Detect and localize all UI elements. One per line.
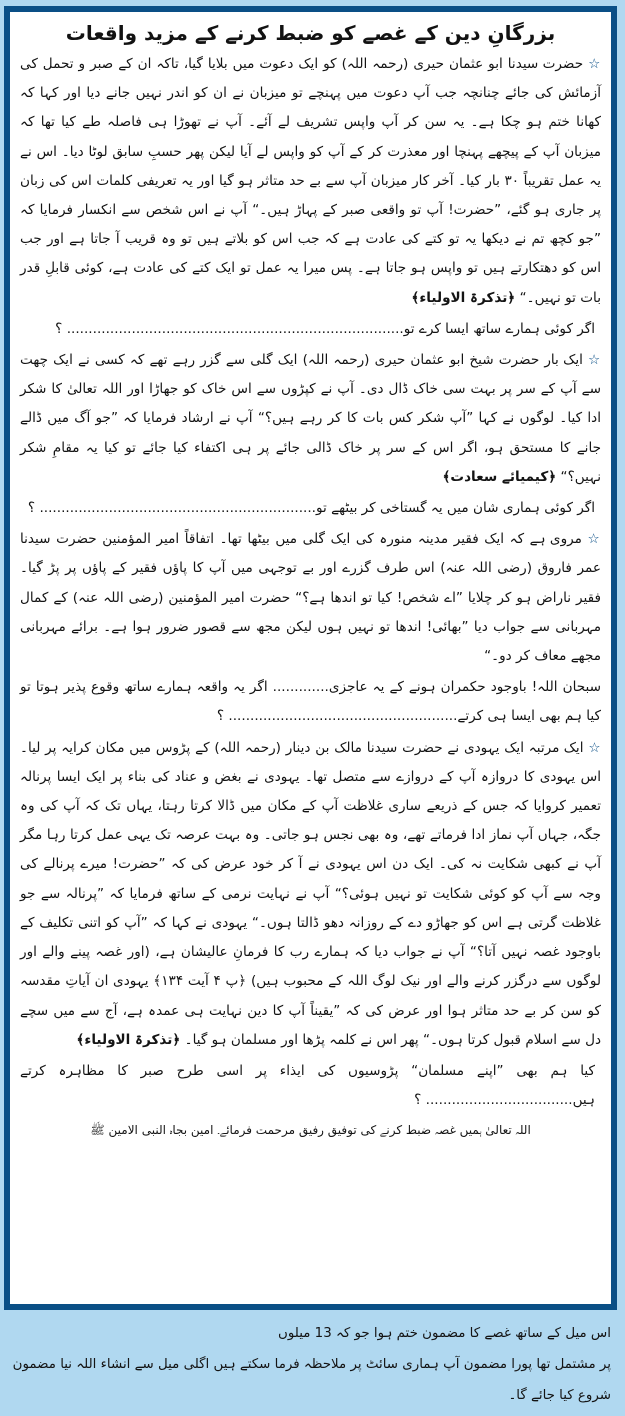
star-icon: ☆ bbox=[588, 352, 601, 369]
story-1-source: ﴿تذکرۃ الاولیاء﴾ bbox=[411, 289, 516, 306]
story-2-text: ایک بار حضرت شیخ ابو عثمان حیری (رحمہ اللہ) ایک گلی سے گزر رہے تھے کہ کسی نے ایک چھت سے آپ کے سر پر بہت سی خاک ڈال دی۔ آپ نے کپڑوں سے اس خاک کو جھاڑا اور اللہ تعالیٰ کا شکر ادا کیا۔ لوگوں نے کہا ”آپ شکر کس بات کا کر رہے ہیں؟“ آپ نے ارشاد فرمایا کہ ”جو آگ میں ڈالے جانے کا مستحق ہو، اگر اس کے سر پر خاک ڈالی جائے پر ہی اکتفاء کیا جائے تو کیا یہ مقامِ شکر نہیں؟“ bbox=[20, 352, 601, 485]
story-2 bbox=[20, 346, 601, 492]
footer-line-1: اس میل کے ساتھ غصے کا مضمون ختم ہوا جو کہ 13 میلوں bbox=[278, 1326, 611, 1341]
story-3-text: مروی ہے کہ ایک فقیر مدینہ منورہ کی ایک گلی میں بیٹھا تھا۔ اتفاقاً امیر المؤمنین حضرت سیدنا عمر فاروق (رضی اللہ عنہ) اس طرف گزرے اور بے توجہی میں آپ کا پاؤں فقیر کے پاؤں پر پڑ گیا۔ فقیر ناراض ہو کر چلایا ”اے شخص! کیا تو اندھا ہے؟“ حضرت امیر المؤمنین (رضی اللہ عنہ) کے کمال مہربانی سے جواب دیا ”بھائی! اندھا تو نہیں ہوں لیکن مجھ سے قصور ضرور ہوا ہے۔ برائے مہربانی مجھے معاف کر دو۔“ bbox=[20, 531, 601, 665]
story-4-question: کیا ہم بھی ”اپنے مسلمان“ پڑوسیوں کی ایذاء پر اسی طرح صبر کا مظاہرہ کرتے ہیں.................................. ؟ bbox=[20, 1062, 595, 1109]
story-4-source: ﴿تذکرۃ الاولیاء﴾ bbox=[76, 1031, 181, 1048]
story-4 bbox=[20, 734, 601, 1055]
footer-line-2: پر مشتمل تھا پورا مضمون آپ ہماری سائٹ پر ملاحظہ فرما سکتے ہیں اگلی میل سے انشاء اللہ نیا مضمون شروع کیا جائے گا۔ bbox=[12, 1357, 611, 1403]
star-icon: ☆ bbox=[588, 56, 602, 72]
star-icon: ☆ bbox=[587, 531, 602, 548]
article-title: بزرگانِ دین کے غصے کو ضبط کرنے کے مزید واقعات bbox=[65, 21, 556, 45]
story-3 bbox=[20, 525, 601, 671]
story-2-question: اگر کوئی ہماری شان میں یہ گستاخی کر بیٹھے تو................................................................ ؟ bbox=[27, 500, 595, 517]
article-body bbox=[20, 50, 601, 1143]
article-panel bbox=[4, 6, 617, 1310]
closing-prayer: اللہ تعالیٰ ہمیں غصہ ضبط کرنے کی توفیق رفیق مرحمت فرمائے۔ امین بجاہ النبی الامین ﷺ bbox=[90, 1123, 531, 1138]
story-3-reflection: سبحان اللہ! باوجود حکمران ہونے کے یہ عاجزی............. اگر یہ واقعہ ہمارے ساتھ وقوع پذیر ہوتا تو کیا ہم بھی ایسا ہی کرتے..................................................... ؟ bbox=[20, 679, 601, 725]
story-4-text: ایک مرتبہ ایک یہودی نے حضرت سیدنا مالک بن دینار (رحمہ اللہ) کے پڑوس میں مکان کرایہ پر لیا۔ اس یہودی کا دروازہ آپ کے دروازے سے متصل تھا۔ یہودی نے بغض و عناد کی بناء پر ایک ایسا پرنالہ تعمیر کروایا کہ جس کے ذریعے ساری غلاظت آپ کے مکان میں ڈالا کرتا رہتا، یہاں تک کہ آپ کی وہ جگہ، جہاں آپ نماز ادا فرماتے تھے، وہ بھی نجس ہو جاتی۔ وہ بہت عرصہ تک یہی عمل کرتا رہا مگر آپ نے کبھی شکایت نہ کی۔ ایک دن اس یہودی نے آ کر خود عرض کی کہ ”حضرت! میرے پرنالے کی وجہ سے آپ کو کوئی شکایت تو نہیں ہوئی؟“ آپ نے نہایت نرمی کے ساتھ فرمایا کہ ”پرنالہ سے جو غلاظت گرتی ہے اس کو جھاڑو دے کے روزانہ دھو ڈالتا ہوں۔“ یہودی نے کہا کہ ”آپ کو اتنی تکلیف کے باوجود غصہ نہیں آتا؟“ آپ نے جواب دیا کہ ہمارے رب کا فرمانِ عالیشان ہے، (اور غصہ پینے والے اور لوگوں سے درگزر کرنے والے اور نیک لوگ اللہ کے محبوب ہیں) ﴿پ ۴ آیت ۱۳۴﴾ یہودی ان آیاتِ مقدسہ کو سن کر بے حد متاثر ہوا اور عرض کی کہ ”یقیناً آپ کا دین نہایت ہی عمدہ ہے، آج سے میں سچے دل سے اسلام قبول کرتا ہوں۔“ پھر اس نے کلمہ پڑھا اور مسلمان ہو گیا۔ bbox=[20, 739, 601, 1048]
story-2-source: ﴿کیمیائے سعادت﴾ bbox=[442, 468, 557, 485]
story-1-text: حضرت سیدنا ابو عثمان حیری (رحمہ اللہ) کو ایک دعوت میں بلایا گیا، تاکہ ان کے صبر و تحمل کی آزمائش کی جائے چنانچہ جب آپ دعوت میں پہنچے تو میزبان نے ان کو اندر نہیں جانے دیا اور کہا کہ کھانا ختم ہو چکا ہے۔ یہ سن کر آپ واپس تشریف لے آئے۔ آپ نے تھوڑا ہی فاصلہ طے کیا تھا کہ میزبان آپ کے پیچھے پہنچا اور معذرت کر کے آپ کو واپس لے آیا لیکن پھر حسبِ سابق لوٹا دیا۔ اس نے یہ عمل تقریباً ۳۰ بار کیا۔ آخر کار میزبان آپ سے بے حد متاثر ہو گیا اور یہ تعریفی کلمات اس کی زبان پر جاری ہو گئے، ”حضرت! آپ تو واقعی صبر کے پہاڑ ہیں۔“ آپ نے اس شخص سے انکسار فرمایا کہ ”جو کچھ تم نے دیکھا یہ تو کتے کی عادت ہے کہ جب اس کو بلاتے ہیں تو وہ قریب آ جاتا ہے اور جب اس کو دھتکارتے ہیں تو واپس ہو جاتا ہے۔ پس میرا یہ عمل تو ایک کتے کی عادت ہے، کوئی قابلِ قدر بات تو نہیں۔“ bbox=[20, 56, 601, 306]
star-icon: ☆ bbox=[588, 739, 601, 756]
story-1-question: اگر کوئی ہمارے ساتھ ایسا کرے تو.............................................................................. ؟ bbox=[55, 320, 595, 337]
footer-note bbox=[10, 1318, 611, 1411]
story-1 bbox=[20, 50, 601, 313]
